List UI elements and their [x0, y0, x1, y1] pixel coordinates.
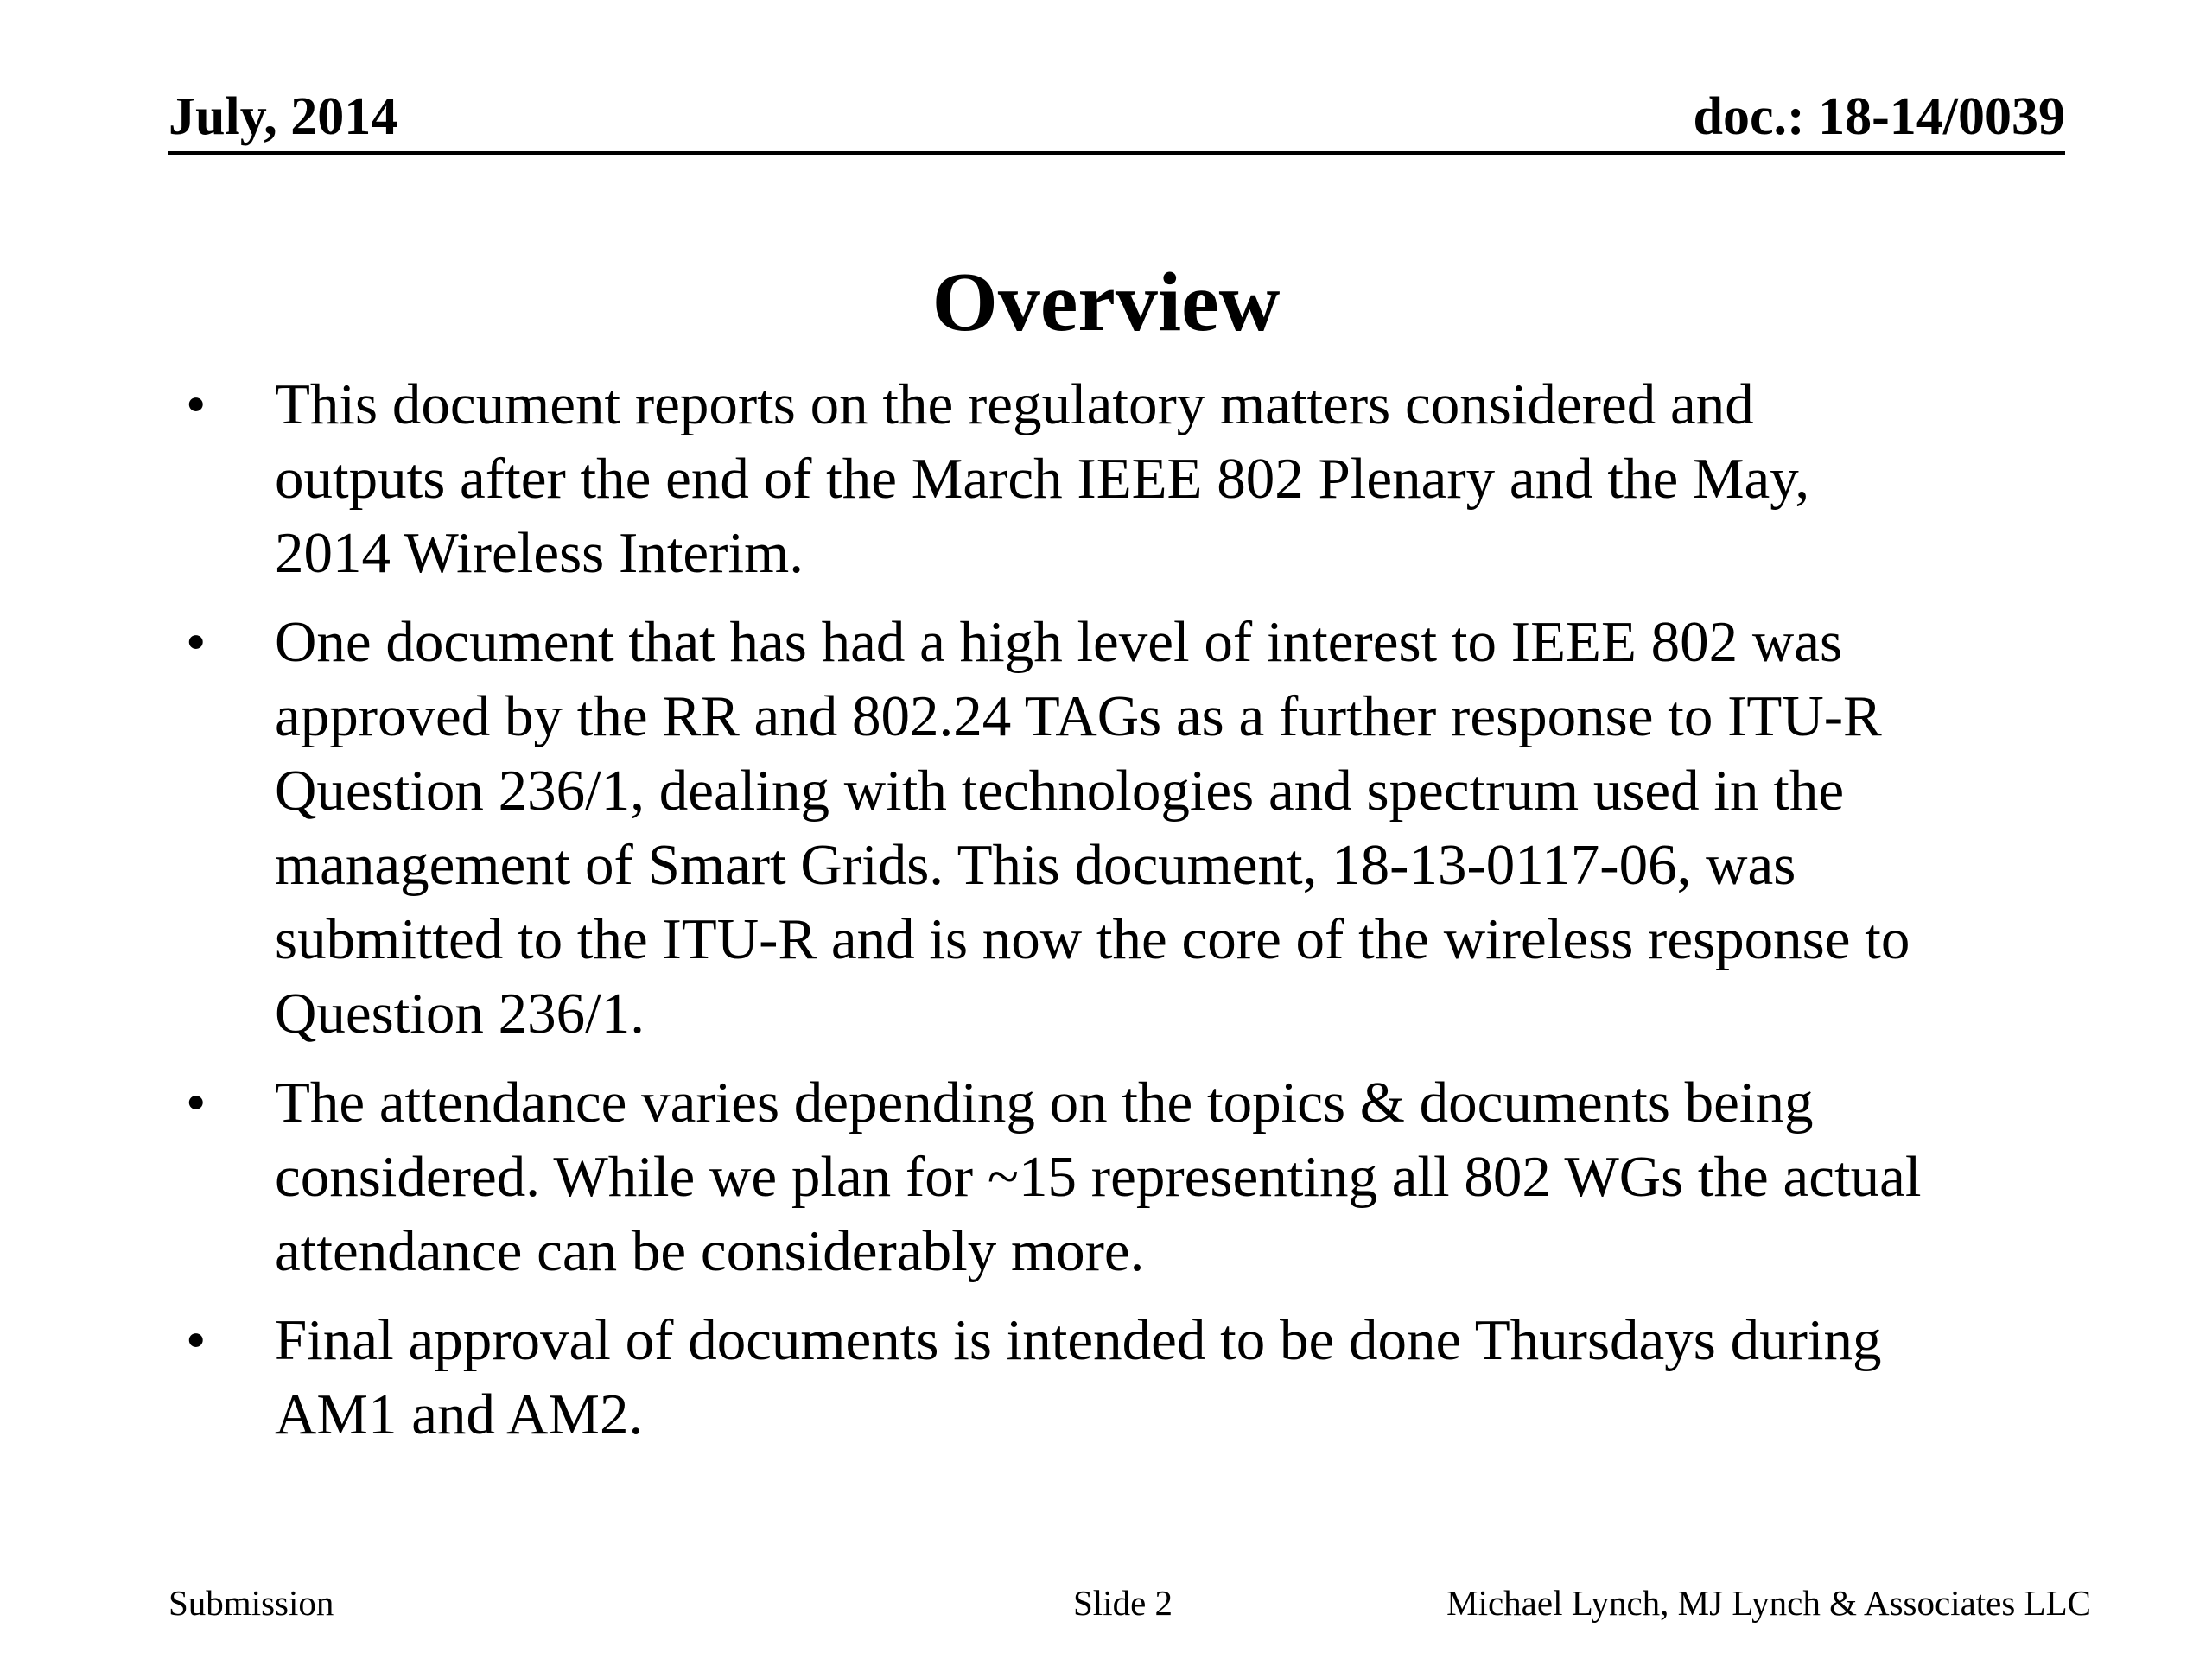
footer-submission: Submission	[168, 1583, 334, 1623]
bullet-item	[173, 1065, 2074, 1288]
bullet-item	[173, 367, 2074, 590]
header-date: July, 2014	[168, 87, 398, 146]
bullet-line: Final approval of documents is intended to be done Thursdays during	[275, 1308, 1882, 1372]
bullet-line: outputs after the end of the March IEEE 802 Plenary and the May,	[275, 447, 1810, 511]
footer-author: Michael Lynch, MJ Lynch & Associates LLC	[1446, 1583, 2091, 1623]
slide-header	[168, 82, 2065, 155]
slide-footer	[0, 1577, 2212, 1629]
bullet-line: submitted to the ITU-R and is now the core of the wireless response to	[275, 907, 1910, 971]
bullet-line: Question 236/1.	[275, 982, 645, 1046]
bullet-line: This document reports on the regulatory matters considered and	[275, 372, 1754, 436]
bullet-line: The attendance varies depending on the topics & documents being	[275, 1071, 1814, 1135]
bullet-marker: •	[186, 610, 207, 674]
bullet-marker: •	[186, 372, 207, 436]
bullet-item	[173, 1303, 2074, 1452]
bullet-list	[173, 367, 2074, 1466]
bullet-item	[173, 605, 2074, 1051]
bullet-marker: •	[186, 1308, 207, 1372]
bullet-marker: •	[186, 1071, 207, 1135]
slide-title: Overview	[931, 256, 1281, 349]
bullet-line: approved by the RR and 802.24 TAGs as a further response to ITU-R	[275, 684, 1882, 748]
bullet-line: management of Smart Grids. This document, 18-13-0117-06, was	[275, 833, 1796, 897]
header-doc-number: doc.: 18-14/0039	[1693, 87, 2065, 146]
bullet-line: AM1 and AM2.	[275, 1382, 644, 1446]
bullet-line: Question 236/1, dealing with technologies and spectrum used in the	[275, 759, 1845, 823]
footer-slide-number: Slide 2	[1073, 1583, 1173, 1623]
bullet-line: considered. While we plan for ~15 representing all 802 WGs the actual	[275, 1145, 1922, 1209]
bullet-line: attendance can be considerably more.	[275, 1219, 1145, 1283]
bullet-line: 2014 Wireless Interim.	[275, 521, 804, 585]
bullet-line: One document that has had a high level of interest to IEEE 802 was	[275, 610, 1843, 674]
